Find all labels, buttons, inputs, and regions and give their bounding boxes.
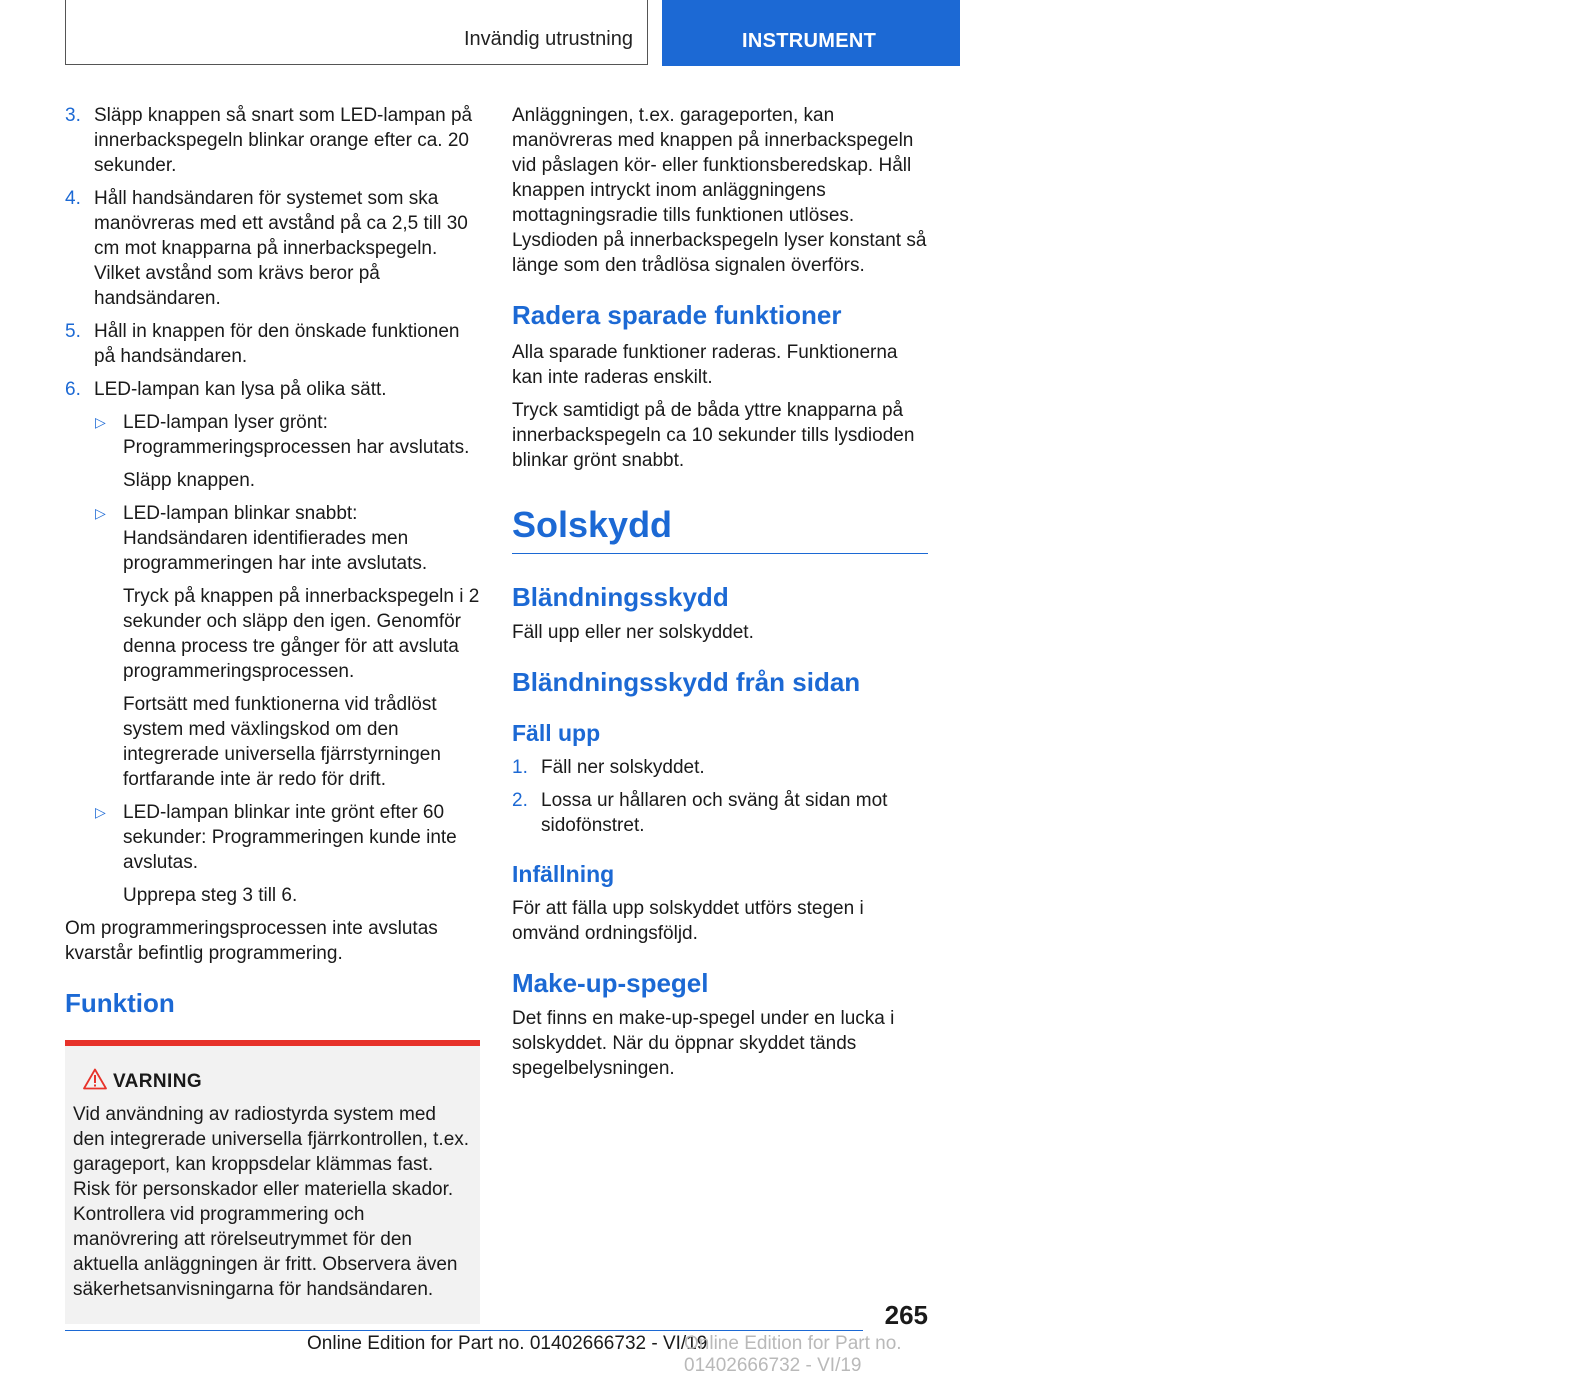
warning-box bbox=[65, 1040, 480, 1324]
blandningsskydd-heading: Bländningsskydd bbox=[512, 582, 729, 612]
step-text: Släpp knappen så snart som LED-lampan på innerbackspegeln blinkar orange efter ca. 20 sekunder. bbox=[94, 105, 473, 176]
page-header bbox=[0, 0, 960, 66]
right-column bbox=[512, 103, 928, 1089]
list-item bbox=[512, 755, 928, 780]
infallning-heading: Infällning bbox=[512, 861, 615, 887]
step-text: Lossa ur hållaren och sväng åt sidan mot sidofönstret. bbox=[541, 790, 888, 836]
warning-body: Vid användning av radiostyrda system med den integrerade universella fjärrkontrollen, t.ex. garageport, kan kroppsdelar klämmas fast. Risk för personskador eller materiella skador. Kontrollera vid programmering och manövrering att rörelseutrymmet för den aktuella anläggningen är fritt. Observera även säkerhetsanvisningarna för handsändaren. bbox=[73, 1104, 470, 1300]
step-text: LED-lampan kan lysa på olika sätt. bbox=[94, 379, 387, 400]
sub-item-note: Upprepa steg 3 till 6. bbox=[123, 885, 298, 906]
list-item bbox=[65, 377, 480, 402]
triangle-bullet-icon: ▷ bbox=[95, 505, 106, 521]
chapter-tab-label: INSTRUMENT bbox=[742, 30, 877, 52]
solskydd-heading: Solskydd bbox=[512, 504, 673, 545]
triangle-bullet-icon: ▷ bbox=[95, 414, 106, 430]
heading-divider bbox=[512, 553, 928, 554]
sub-list-item bbox=[65, 501, 480, 576]
warning-triangle-icon bbox=[83, 1068, 107, 1090]
step-text: Håll handsändaren för systemet som ska manövreras med ett avstånd på ca 2,5 till 30 cm mot knapparna på innerbackspegeln. Vilket avstånd som krävs beror på handsändaren. bbox=[94, 188, 468, 309]
make-up-spegel-heading: Make-up-spegel bbox=[512, 968, 709, 998]
infallning-paragraph: För att fälla upp solskyddet utförs stegen i omvänd ordningsföljd. bbox=[512, 898, 864, 944]
list-item bbox=[65, 103, 480, 178]
step-number: 5. bbox=[65, 321, 81, 342]
footer-divider bbox=[65, 1330, 863, 1331]
watermark-text: Online Edition for Part no. 01402666732 - VI/19 bbox=[684, 1333, 902, 1376]
fall-upp-heading: Fäll upp bbox=[512, 720, 601, 746]
hand-pointer-icon bbox=[1558, 24, 1582, 56]
outro-paragraph: Om programmeringsprocessen inte avslutas kvarstår befintlig programmering. bbox=[65, 918, 438, 964]
triangle-bullet-icon: ▷ bbox=[95, 804, 106, 820]
step-number: 6. bbox=[65, 379, 81, 400]
sub-list-item bbox=[65, 800, 480, 875]
section-tab-label: Invändig utrustning bbox=[463, 28, 633, 50]
step-number: 3. bbox=[65, 105, 81, 126]
warning-header bbox=[73, 1068, 472, 1096]
sub-item-note: Släpp knappen. bbox=[123, 470, 256, 491]
blandningsskydd-paragraph: Fäll upp eller ner solskyddet. bbox=[512, 622, 754, 643]
section-tab[interactable] bbox=[65, 0, 648, 65]
blandningsskydd-sidan-heading: Bländningsskydd från sidan bbox=[512, 667, 861, 697]
sub-list-item bbox=[65, 410, 480, 460]
step-number: 2. bbox=[512, 790, 528, 811]
step-text: Fäll ner solskyddet. bbox=[541, 757, 705, 778]
list-item bbox=[65, 186, 480, 311]
radera-paragraph-1: Alla sparade funktioner raderas. Funktionerna kan inte raderas enskilt. bbox=[512, 342, 898, 388]
step-text: Håll in knappen för den önskade funktionen på handsändaren. bbox=[94, 321, 460, 367]
sub-item-text: LED-lampan blinkar snabbt: Handsändaren identifierades men programmeringen har inte avslutats. bbox=[123, 503, 428, 574]
radera-paragraph-2: Tryck samtidigt på de båda yttre knapparna på innerbackspegeln ca 10 sekunder tills lysdioden blinkar grönt snabbt. bbox=[512, 400, 915, 471]
step-number: 1. bbox=[512, 757, 528, 778]
step-number: 4. bbox=[65, 188, 81, 209]
sub-item-note: Fortsätt med funktionerna vid trådlöst system med växlingskod om den integrerade universella fjärrstyrningen fortfarande inte är redo för drift. bbox=[123, 694, 441, 790]
list-item bbox=[512, 788, 928, 838]
list-item bbox=[65, 319, 480, 369]
page-number: 265 bbox=[884, 1300, 928, 1330]
make-up-spegel-paragraph: Det finns en make-up-spegel under en lucka i solskyddet. När du öppnar skyddet tänds spegelbelysningen. bbox=[512, 1008, 895, 1079]
footer-edition-text: Online Edition for Part no. 01402666732 - VI/19 bbox=[307, 1333, 708, 1354]
intro-paragraph: Anläggningen, t.ex. garageporten, kan manövreras med knappen på innerbackspegeln vid påslagen kör- eller funktionsberedskap. Håll knappen intryckt inom anläggningens mottagningsradie tills funktionen utlöses. Lysdioden på innerbackspegeln lyser konstant så länge som den trådlösa signalen överförs. bbox=[512, 105, 927, 276]
radera-heading: Radera sparade funktioner bbox=[512, 300, 842, 330]
funktion-heading: Funktion bbox=[65, 988, 175, 1018]
warning-title: VARNING bbox=[113, 1071, 203, 1092]
chapter-tab-active[interactable] bbox=[662, 0, 960, 66]
left-column bbox=[65, 103, 480, 1324]
sub-item-text: LED-lampan blinkar inte grönt efter 60 sekunder: Programmeringen kunde inte avslutas. bbox=[123, 802, 457, 873]
sub-item-note: Tryck på knappen på innerbackspegeln i 2 sekunder och släpp den igen. Genomför denna process tre gånger för att avsluta programmeringsprocessen. bbox=[123, 586, 480, 682]
sub-item-text: LED-lampan lyser grönt: Programmeringsprocessen har avslutats. bbox=[123, 412, 470, 458]
